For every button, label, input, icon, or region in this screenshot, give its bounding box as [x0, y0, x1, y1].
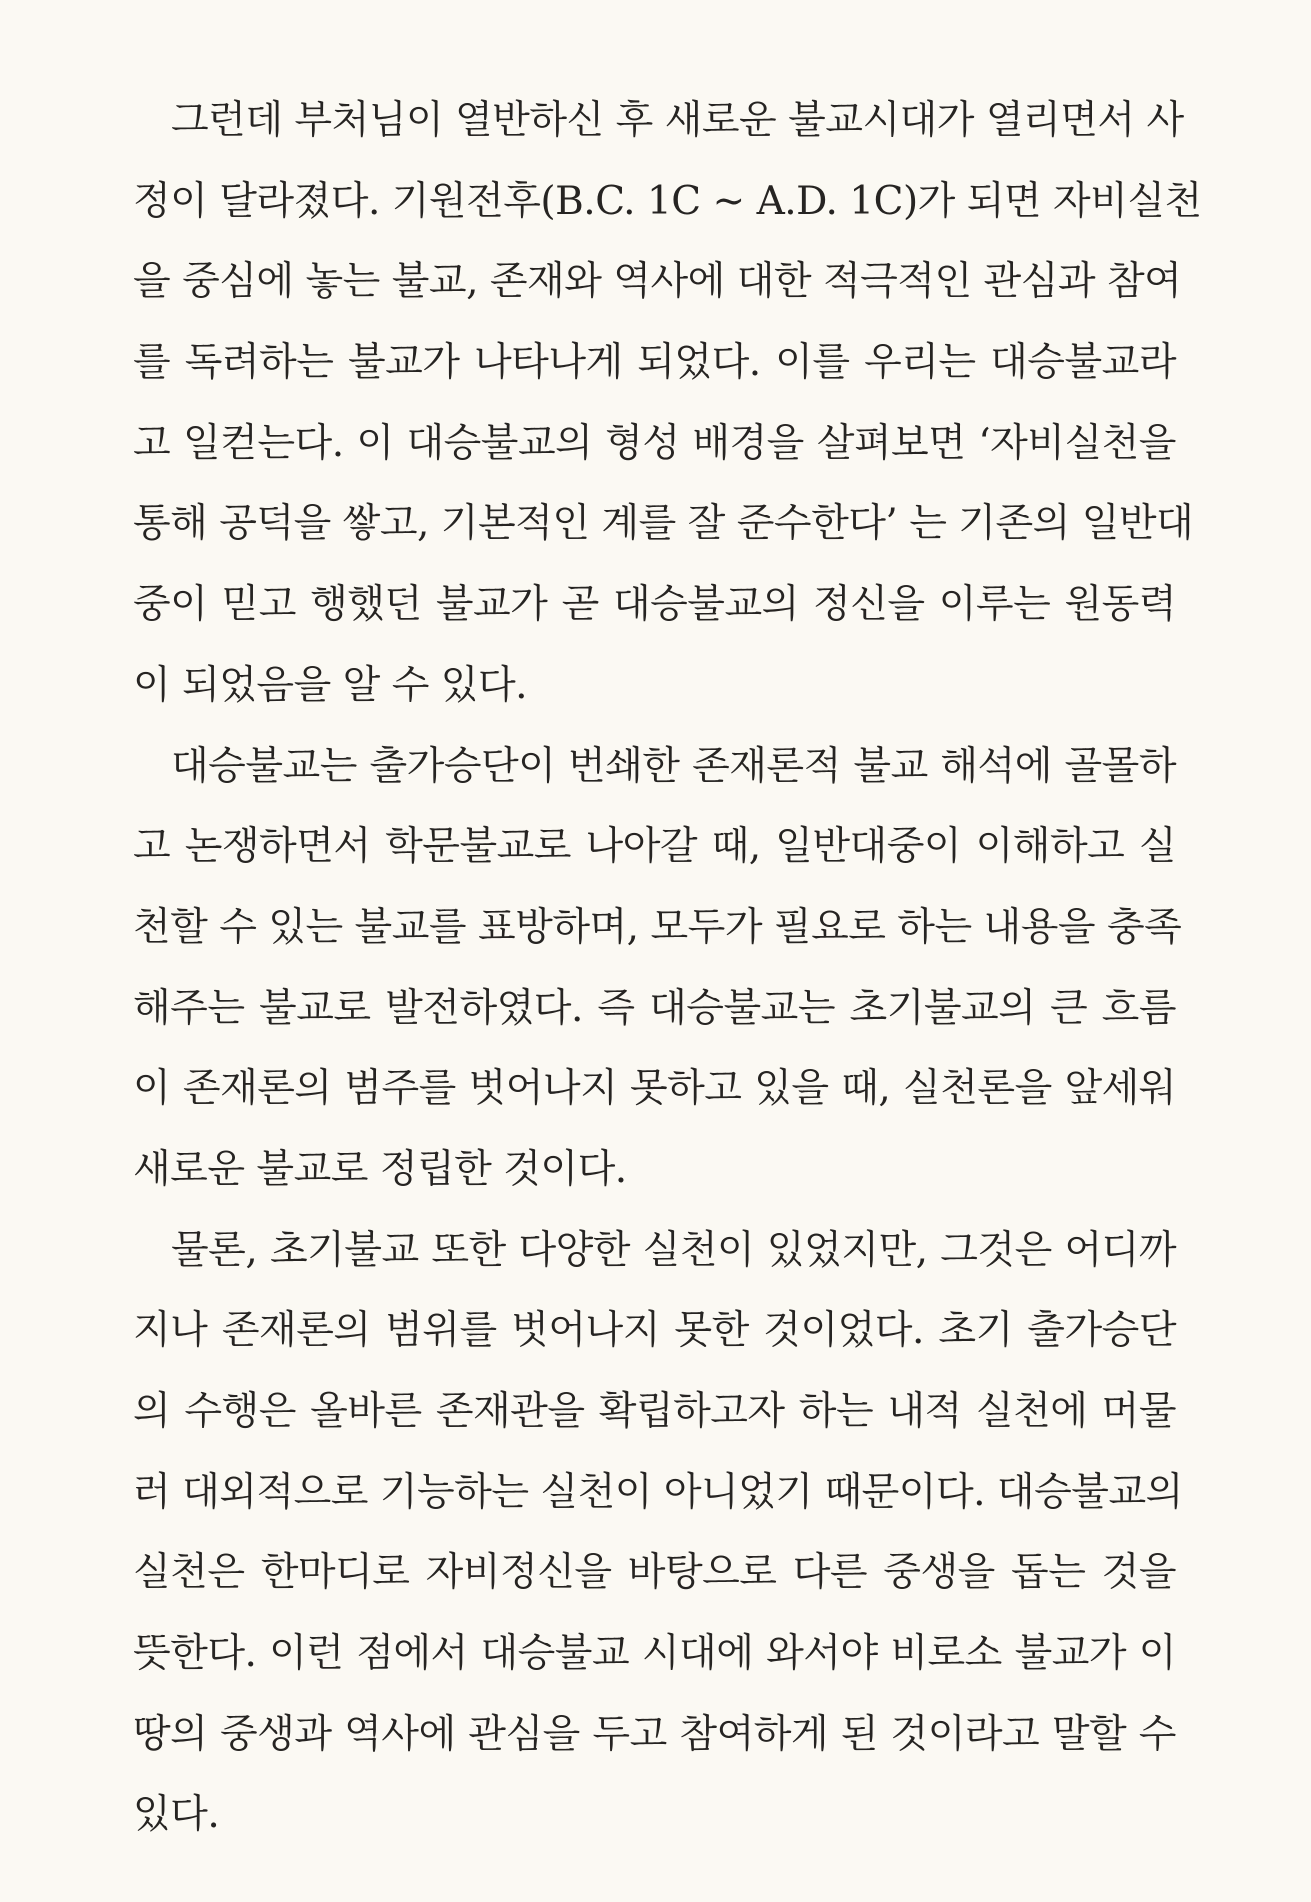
- text-line: 뜻한다. 이런 점에서 대승불교 시대에 와서야 비로소 불교가 이: [133, 1631, 1176, 1677]
- text-line: 대승불교는 출가승단이 번쇄한 존재론적 불교 해석에 골몰하: [171, 743, 1176, 789]
- text-line: 고 논쟁하면서 학문불교로 나아갈 때, 일반대중이 이해하고 실: [133, 824, 1176, 870]
- text-line: 고 일컫는다. 이 대승불교의 형성 배경을 살펴보면 ‘자비실천을: [133, 420, 1176, 466]
- text-line: 지나 존재론의 범위를 벗어나지 못한 것이었다. 초기 출가승단: [133, 1308, 1176, 1354]
- text-line: 을 중심에 놓는 불교, 존재와 역사에 대한 적극적인 관심과 참여: [133, 259, 1182, 305]
- text-line: 해주는 불교로 발전하였다. 즉 대승불교는 초기불교의 큰 흐름: [133, 985, 1176, 1031]
- text-line: 이 되었음을 알 수 있다.: [133, 662, 528, 708]
- text-line: 그런데 부처님이 열반하신 후 새로운 불교시대가 열리면서 사: [171, 98, 1184, 143]
- text-line: 있다.: [133, 1792, 220, 1838]
- text-line: 통해 공덕을 쌓고, 기본적인 계를 잘 준수한다’ 는 기존의 일반대: [133, 501, 1194, 547]
- paragraph: [133, 81, 1202, 727]
- text-line: 의 수행은 올바른 존재관을 확립하고자 하는 내적 실천에 머물: [133, 1389, 1176, 1434]
- text-line: 천할 수 있는 불교를 표방하며, 모두가 필요로 하는 내용을 충족: [133, 904, 1182, 950]
- text-line: 땅의 중생과 역사에 관심을 두고 참여하게 된 것이라고 말할 수: [133, 1711, 1176, 1757]
- paragraph: [133, 1211, 1183, 1857]
- text-line: 러 대외적으로 기능하는 실천이 아니었기 때문이다. 대승불교의: [133, 1469, 1183, 1515]
- book-page-body: [133, 81, 1202, 1856]
- text-line: 물론, 초기불교 또한 다양한 실천이 있었지만, 그것은 어디까: [171, 1227, 1176, 1273]
- text-line: 를 독려하는 불교가 나타나게 되었다. 이를 우리는 대승불교라: [133, 340, 1176, 386]
- text-line: 정이 달라졌다. 기원전후(B.C. 1C ~ A.D. 1C)가 되면 자비실천: [133, 178, 1202, 224]
- paragraph: [133, 727, 1182, 1211]
- text-line: 실천은 한마디로 자비정신을 바탕으로 다른 중생을 돕는 것을: [133, 1550, 1176, 1596]
- text-line: 중이 믿고 행했던 불교가 곧 대승불교의 정신을 이루는 원동력: [133, 582, 1176, 628]
- text-line: 새로운 불교로 정립한 것이다.: [133, 1146, 627, 1192]
- text-line: 이 존재론의 범주를 벗어나지 못하고 있을 때, 실천론을 앞세워: [133, 1066, 1176, 1112]
